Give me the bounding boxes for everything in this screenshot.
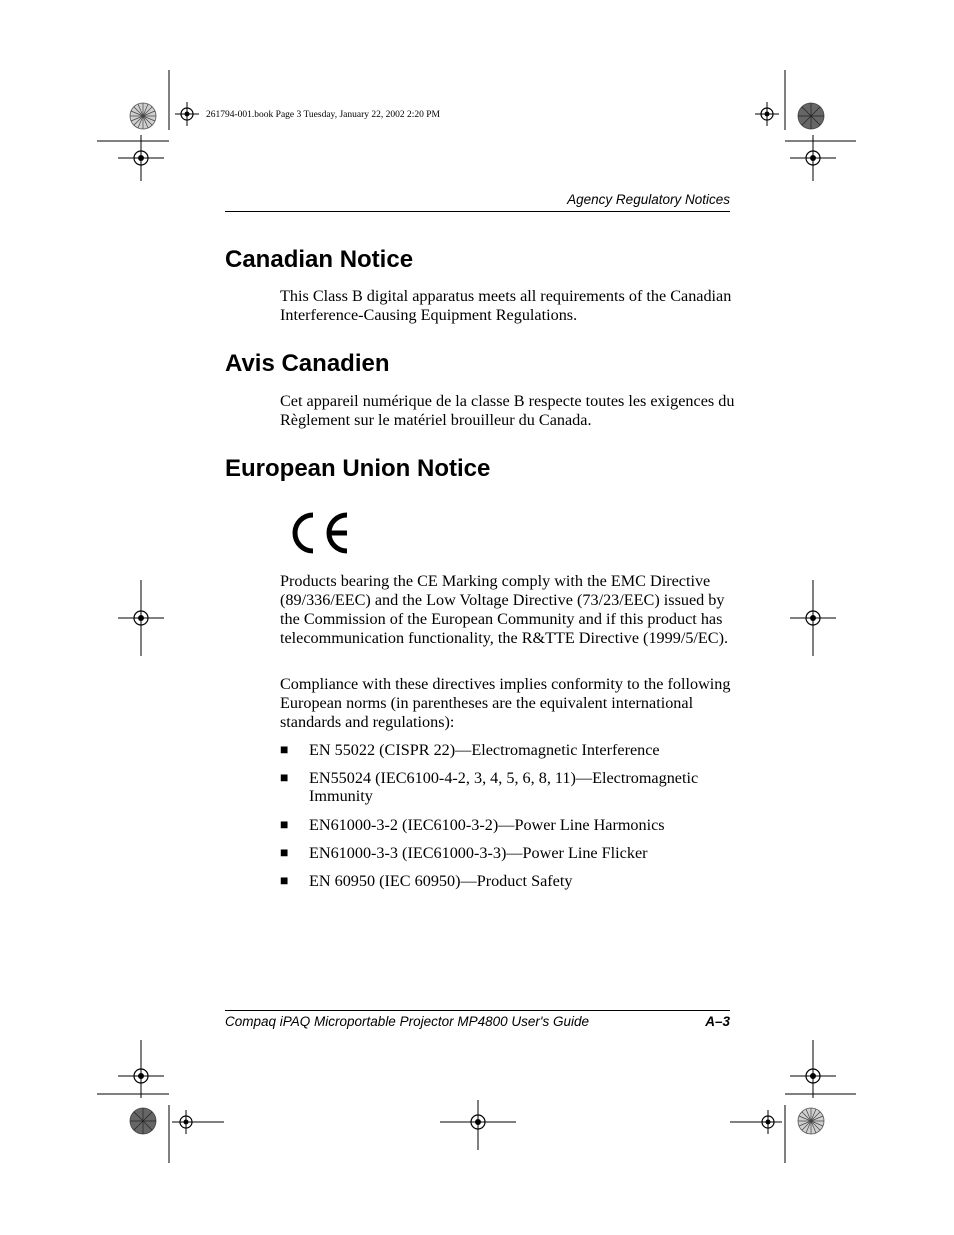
registration-mark-icon [118,1040,164,1116]
registration-mark-icon [440,1100,516,1150]
page-number: A–3 [705,1014,730,1029]
registration-mark-icon [172,1110,224,1134]
footer-title: Compaq iPAQ Microportable Projector MP4800 User's Guide [225,1014,589,1029]
registration-mark-icon [730,1110,782,1134]
printer-star-target-icon [129,1107,157,1135]
paragraph-canadian-notice: This Class B digital apparatus meets all requirements of the Canadian Interference-Causing Equipment Regulations. [280,287,732,324]
section-heading-canadian-notice: Canadian Notice [225,246,414,273]
paragraph-avis-canadien: Cet appareil numérique de la classe B respecte toutes les exigences du Règlement sur le matériel brouilleur du Canada. [280,392,735,429]
section-heading-european-union-notice: European Union Notice [225,455,491,482]
registration-mark-icon [755,102,779,126]
list-item-text: EN61000-3-3 (IEC61000-3-3)—Power Line Flicker [309,844,648,862]
paragraph-compliance: Compliance with these directives implies conformity to the following European norms (in parentheses are the equivalent international standards and regulations): [280,675,731,731]
registration-mark-icon [790,580,836,656]
running-head: Agency Regulatory Notices [567,192,730,207]
printer-star-target-icon [129,102,157,130]
paragraph-ce-marking: Products bearing the CE Marking comply with the EMC Directive (89/336/EEC) and the Low Voltage Directive (73/23/EEC) issued by the Commission of the European Community and if this product has telecommunication functionality, the R&TTE Directive (1999/5/EC). [280,572,729,647]
registration-mark-icon [790,135,836,181]
bullet-square-icon: ■ [280,771,289,786]
registration-mark-icon [118,580,164,656]
printer-star-target-icon [797,1107,825,1135]
list-item-text: EN 60950 (IEC 60950)—Product Safety [309,872,573,890]
bullet-square-icon: ■ [280,743,289,758]
printer-star-target-icon [797,102,825,130]
section-heading-avis-canadien: Avis Canadien [225,350,390,377]
registration-mark-icon [790,1040,836,1116]
bullet-square-icon: ■ [280,846,289,861]
print-slug: 261794-001.book Page 3 Tuesday, January 22, 2002 2:20 PM [206,110,440,120]
registration-mark-icon [175,102,199,126]
list-item-text: EN55024 (IEC6100-4-2, 3, 4, 5, 6, 8, 11)—Electromagnetic Immunity [309,769,699,805]
list-item-text: EN 55022 (CISPR 22)—Electromagnetic Interference [309,741,660,759]
list-item-text: EN61000-3-2 (IEC6100-3-2)—Power Line Harmonics [309,816,665,834]
registration-mark-icon [118,135,164,181]
bullet-square-icon: ■ [280,874,289,889]
bullet-square-icon: ■ [280,818,289,833]
